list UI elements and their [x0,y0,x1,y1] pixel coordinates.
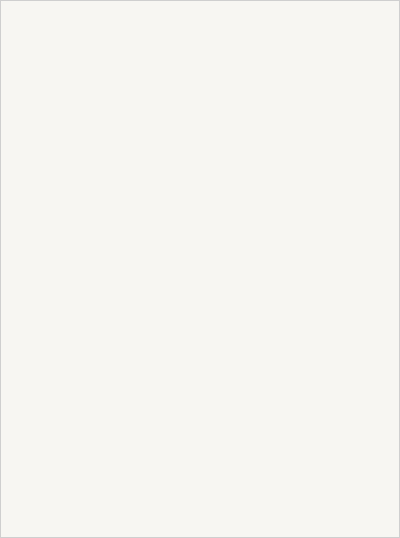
directory-entry [13,91,195,98]
directory-entry [205,325,387,332]
directory-entry [13,64,195,71]
directory-entry [205,307,387,314]
directory-entry [205,82,387,89]
directory-entry [13,100,195,107]
directory-entry [13,316,195,323]
directory-entry [205,145,387,152]
directory-entry [205,46,387,53]
directory-entry [13,19,195,26]
directory-entry [205,190,387,197]
directory-entry [205,253,387,260]
directory-entry [205,316,387,323]
directory-entry [13,28,195,35]
directory-entry [205,361,387,368]
directory-entry [205,91,387,98]
directory-entry [13,208,195,215]
directory-entry [205,262,387,269]
directory-entry [205,343,387,350]
directory-entry [205,37,387,44]
directory-entry [205,244,387,251]
directory-entry [205,172,387,179]
directory-entry [205,28,387,35]
directory-entry [205,280,387,287]
directory-entry [205,154,387,161]
directory-entry [205,100,387,107]
directory-entry [205,370,387,377]
directory-entry [13,271,195,278]
directory-entry [13,82,195,89]
directory-entry [13,73,195,80]
directory-entry [205,199,387,206]
directory-entry [13,136,195,143]
directory-entry [13,181,195,188]
directory-entry [13,370,195,377]
directory-entry [13,244,195,251]
directory-entry [13,109,195,116]
directory-entry [13,217,195,224]
directory-entry [13,172,195,179]
directory-entry [205,163,387,170]
directory-columns [13,19,387,517]
directory-entry [13,154,195,161]
directory-entry [205,64,387,71]
directory-entry [205,271,387,278]
directory-entry [13,325,195,332]
directory-entry [13,190,195,197]
directory-entry [205,55,387,62]
directory-entry [13,280,195,287]
directory-entry [13,37,195,44]
directory-entry [205,226,387,233]
directory-entry [205,118,387,125]
directory-entry [205,19,387,26]
directory-entry [13,46,195,53]
directory-entry [205,109,387,116]
directory-entry [13,307,195,314]
directory-entry [205,127,387,134]
directory-entry [205,136,387,143]
directory-entry [13,118,195,125]
directory-entry [205,334,387,341]
directory-entry [13,127,195,134]
directory-entry [13,226,195,233]
page-footer [15,521,385,531]
directory-entry [13,163,195,170]
directory-entry [13,352,195,359]
directory-entry [205,352,387,359]
directory-entry [13,145,195,152]
left-column [13,19,195,517]
directory-entry [205,208,387,215]
directory-entry [13,262,195,269]
directory-entry [13,334,195,341]
directory-entry [13,199,195,206]
directory-entry [13,361,195,368]
directory-entry [13,298,195,305]
directory-entry [13,343,195,350]
directory-entry [205,289,387,296]
directory-entry [205,217,387,224]
directory-entry [13,55,195,62]
directory-entry [13,289,195,296]
directory-entry [205,181,387,188]
directory-entry [13,253,195,260]
directory-entry [205,73,387,80]
right-column [205,19,387,517]
directory-entry [205,298,387,305]
directory-entry [205,235,387,242]
directory-entry [13,235,195,242]
